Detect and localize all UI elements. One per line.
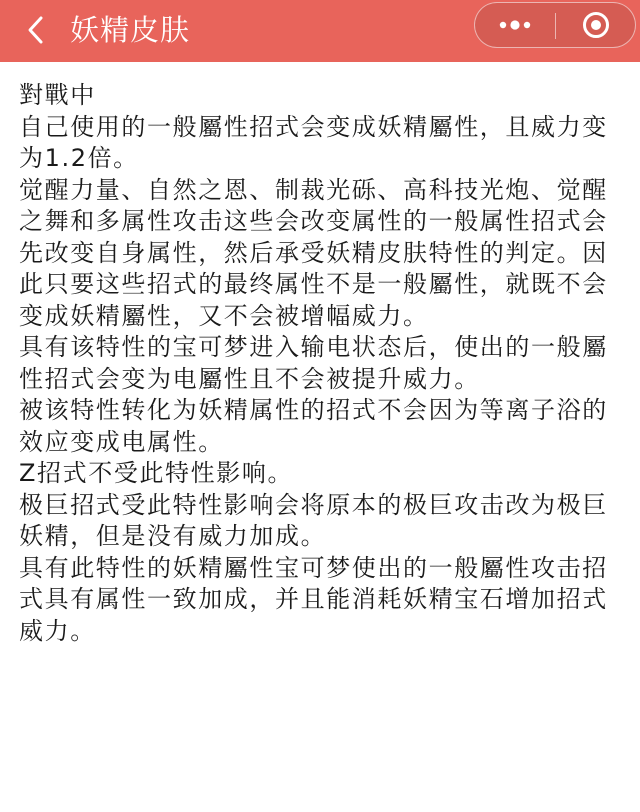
chevron-left-icon — [25, 15, 47, 45]
paragraph: 自己使用的一般屬性招式会变成妖精屬性，且威力变为1.2倍。 — [19, 112, 608, 172]
close-button[interactable] — [556, 3, 636, 47]
paragraph: 具有该特性的宝可梦进入输电状态后，使出的一般屬性招式会变为电屬性且不会被提升威力。 — [19, 333, 608, 393]
back-button[interactable] — [16, 10, 56, 50]
article-content — [19, 80, 629, 647]
paragraph: Z招式不受此特性影响。 — [19, 459, 294, 487]
app-header — [0, 0, 640, 62]
paragraph: 被该特性转化为妖精属性的招式不会因为等离子浴的效应变成电属性。 — [19, 396, 608, 456]
page-title: 妖精皮肤 — [70, 13, 191, 47]
target-close-icon — [581, 10, 611, 40]
paragraph: 具有此特性的妖精屬性宝可梦使出的一般屬性攻击招式具有属性一致加成，并且能消耗妖精宝石增加招式威力。 — [19, 553, 608, 645]
paragraph: 觉醒力量、自然之恩、制裁光砾、高科技光炮、觉醒之舞和多属性攻击这些会改变属性的一般属性招式会先改变自身属性，然后承受妖精皮肤特性的判定。因此只要这些招式的最终属性不是一般屬性，就既不会变成妖精屬性，又不会被增幅威力。 — [19, 175, 608, 330]
more-button[interactable] — [475, 3, 555, 47]
mini-program-capsule — [474, 2, 636, 48]
more-dots-icon — [497, 19, 533, 31]
paragraph-battle-heading: 對戰中 — [19, 81, 96, 109]
paragraph: 极巨招式受此特性影响会将原本的极巨攻击改为极巨妖精，但是没有威力加成。 — [19, 490, 608, 550]
